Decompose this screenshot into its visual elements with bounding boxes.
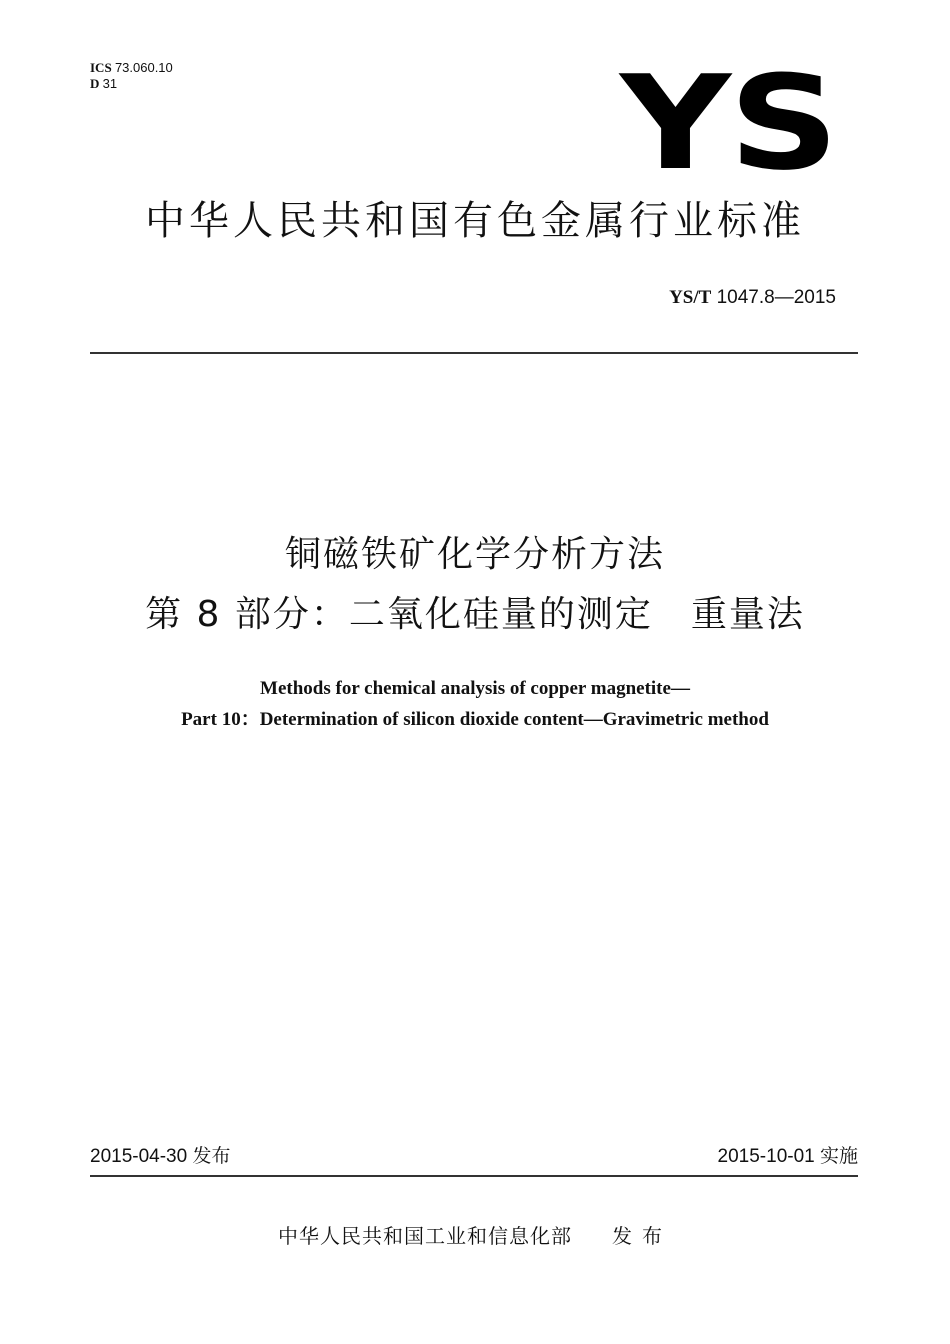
ics-code: 73.060.10 — [114, 60, 173, 75]
publisher-action: 发布 — [612, 1224, 672, 1248]
en-title-line2: Part 10：Determination of silicon dioxide content—Gravimetric method — [181, 709, 769, 730]
organization-title: 中华人民共和国有色金属行业标准 — [145, 198, 805, 244]
footer-divider — [90, 1175, 858, 1177]
header-divider — [90, 352, 858, 354]
cn-title-line2: 第 8 部分：二氧化硅量的测定 重量法 — [145, 594, 805, 635]
implement-date: 2015-10-01 实施 — [717, 1146, 858, 1167]
standard-code: 1047.8—2015 — [716, 287, 836, 308]
issue-date: 2015-04-30 发布 — [90, 1146, 231, 1167]
standard-number — [669, 286, 836, 310]
en-title-line1: Methods for chemical analysis of copper magnetite— — [260, 678, 690, 699]
d-label: D — [90, 76, 100, 91]
d-code: 31 — [102, 76, 118, 91]
publisher — [0, 1222, 950, 1250]
ics-label: ICS — [90, 60, 112, 75]
d-line — [90, 76, 173, 92]
ys-logo: YS — [620, 47, 837, 199]
publisher-name: 中华人民共和国工业和信息化部 — [278, 1224, 572, 1248]
cn-title-line1: 铜磁铁矿化学分析方法 — [284, 534, 665, 575]
classification-codes — [90, 60, 173, 92]
standard-prefix: YS/T — [669, 287, 712, 308]
ics-line — [90, 60, 173, 76]
